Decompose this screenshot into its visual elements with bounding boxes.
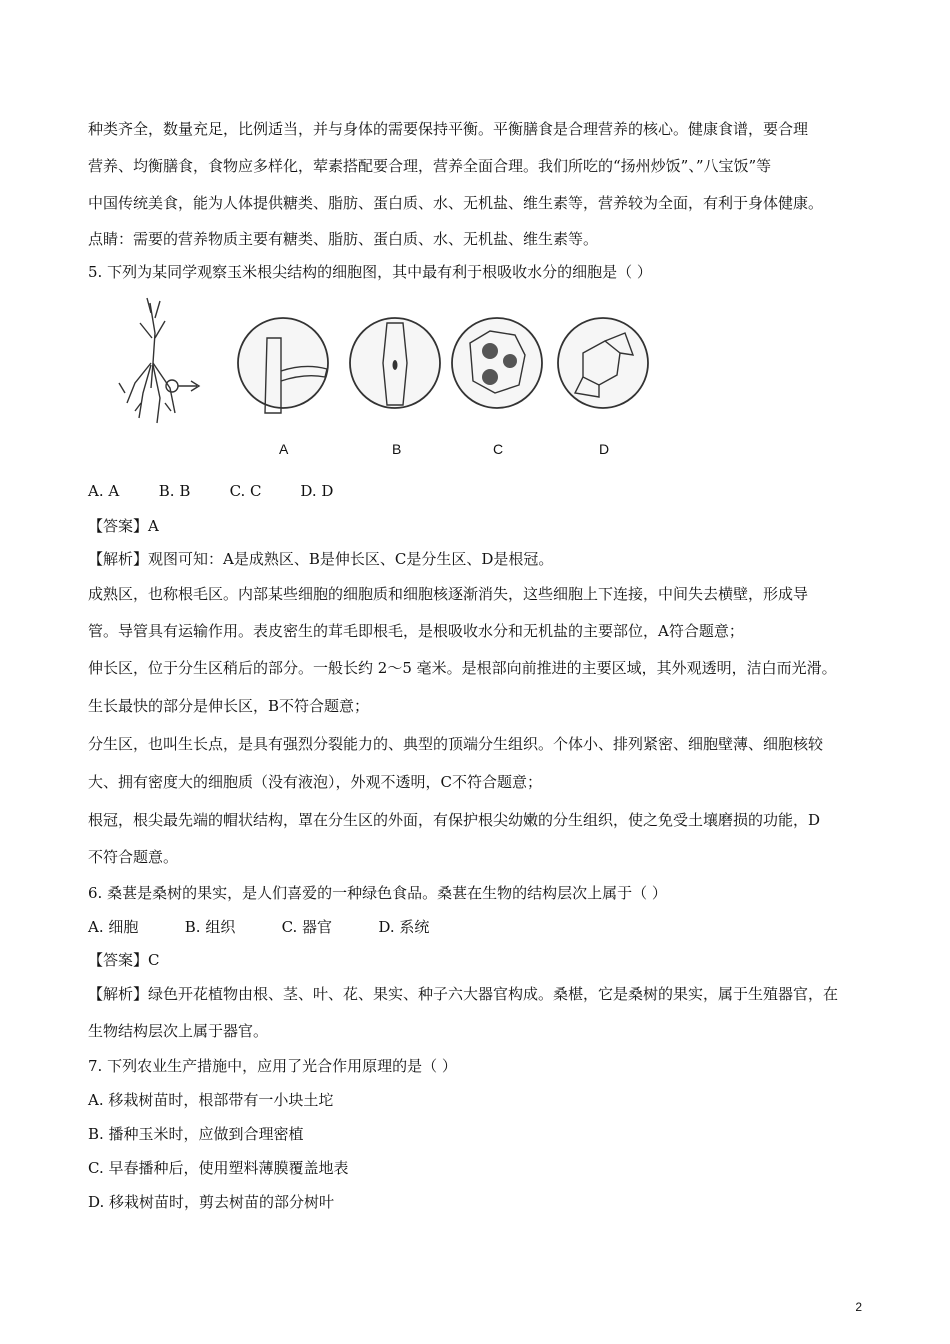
analysis-line: 根冠，根尖最先端的帽状结构，罩在分生区的外面，有保护根尖幼嫩的分生组织，使之免受土壤磨损的功能，D [88,811,821,829]
figure-label-d: D [599,441,610,457]
analysis-line: 生长最快的部分是伸长区，B不符合题意； [88,697,370,715]
figure-label-c: C [493,441,504,457]
analysis-line: 分生区，也叫生长点，是具有强烈分裂能力的、典型的顶端分生组织。个体小、排列紧密、细胞壁薄、细胞核较 [88,735,824,753]
option-a[interactable]: A. 移栽树苗时，根部带有一小块土坨 [88,1091,334,1109]
question-6-stem: 6. 桑葚是桑树的果实，是人们喜爱的一种绿色食品。桑葚在生物的结构层次上属于（ ） [88,884,667,902]
option-b[interactable]: B. 组织 [184,918,236,936]
cell-b-elongation [350,318,440,408]
figure-label-b: B [392,441,402,457]
figure-label-a: A [279,441,289,457]
analysis-line: 大、拥有密度大的细胞质（没有液泡），外观不透明，C不符合题意； [88,773,542,791]
analysis-line: 伸长区，位于分生区稍后的部分。一般长约 2～5 毫米。是根部向前推进的主要区域，其外观透明，洁白而光滑。 [88,659,837,677]
analysis-line: 成熟区，也称根毛区。内部某些细胞的细胞质和细胞核逐渐消失，这些细胞上下连接，中间失去横壁，形成导 [88,585,809,603]
option-d[interactable]: D. D [300,482,334,500]
analysis-line: 【解析】绿色开花植物由根、茎、叶、花、果实、种子六大器官构成。桑椹，它是桑树的果实，属于生殖器官，在 [88,985,839,1003]
answer-6: 【答案】C [88,951,160,969]
option-c[interactable]: C. 器官 [281,918,333,936]
root-tip-diagram [105,293,665,463]
option-c[interactable]: C. 早春播种后，使用塑料薄膜覆盖地表 [88,1159,349,1177]
question-5-stem: 5. 下列为某同学观察玉米根尖结构的细胞图，其中最有利于根吸收水分的细胞是（ ） [88,263,652,281]
paragraph-line: 营养、均衡膳食，食物应多样化，荤素搭配要合理，营养全面合理。我们所吃的“扬州炒饭”、”八宝饭”等 [88,157,772,175]
root-tip-cell-figure [105,293,665,463]
option-b[interactable]: B. B [158,482,191,500]
option-a[interactable]: A. A [88,482,120,500]
option-d[interactable]: D. 系统 [378,918,430,936]
cell-d-root-cap [558,318,648,408]
option-b[interactable]: B. 播种玉米时，应做到合理密植 [88,1125,304,1143]
cell-c-meristem [452,318,542,408]
analysis-line: 不符合题意。 [88,848,179,866]
question-7-stem: 7. 下列农业生产措施中，应用了光合作用原理的是（ ） [88,1057,457,1075]
option-c[interactable]: C. C [229,482,262,500]
cell-a-root-hair [238,318,328,413]
page-number: 2 [855,1300,862,1314]
dianjing-note: 点睛：需要的营养物质主要有糖类、脂肪、蛋白质、水、无机盐、维生素等。 [88,230,599,248]
option-a[interactable]: A. 细胞 [88,918,139,936]
option-d[interactable]: D. 移栽树苗时，剪去树苗的部分树叶 [88,1193,335,1211]
analysis-line: 生物结构层次上属于器官。 [88,1022,269,1040]
question-6-options [88,916,429,937]
question-5-options [88,482,333,500]
paragraph-line: 种类齐全，数量充足，比例适当，并与身体的需要保持平衡。平衡膳食是合理营养的核心。健康食谱，要合理 [88,120,809,138]
analysis-line: 【解析】观图可知：A是成熟区、B是伸长区、C是分生区、D是根冠。 [88,550,554,568]
answer-5: 【答案】A [88,517,159,535]
paragraph-line: 中国传统美食，能为人体提供糖类、脂肪、蛋白质、水、无机盐、维生素等，营养较为全面，有利于身体健康。 [88,194,824,212]
analysis-line: 管。导管具有运输作用。表皮密生的茸毛即根毛，是根吸收水分和无机盐的主要部位，A符合题意； [88,622,744,640]
corn-root-drawing [119,298,199,423]
